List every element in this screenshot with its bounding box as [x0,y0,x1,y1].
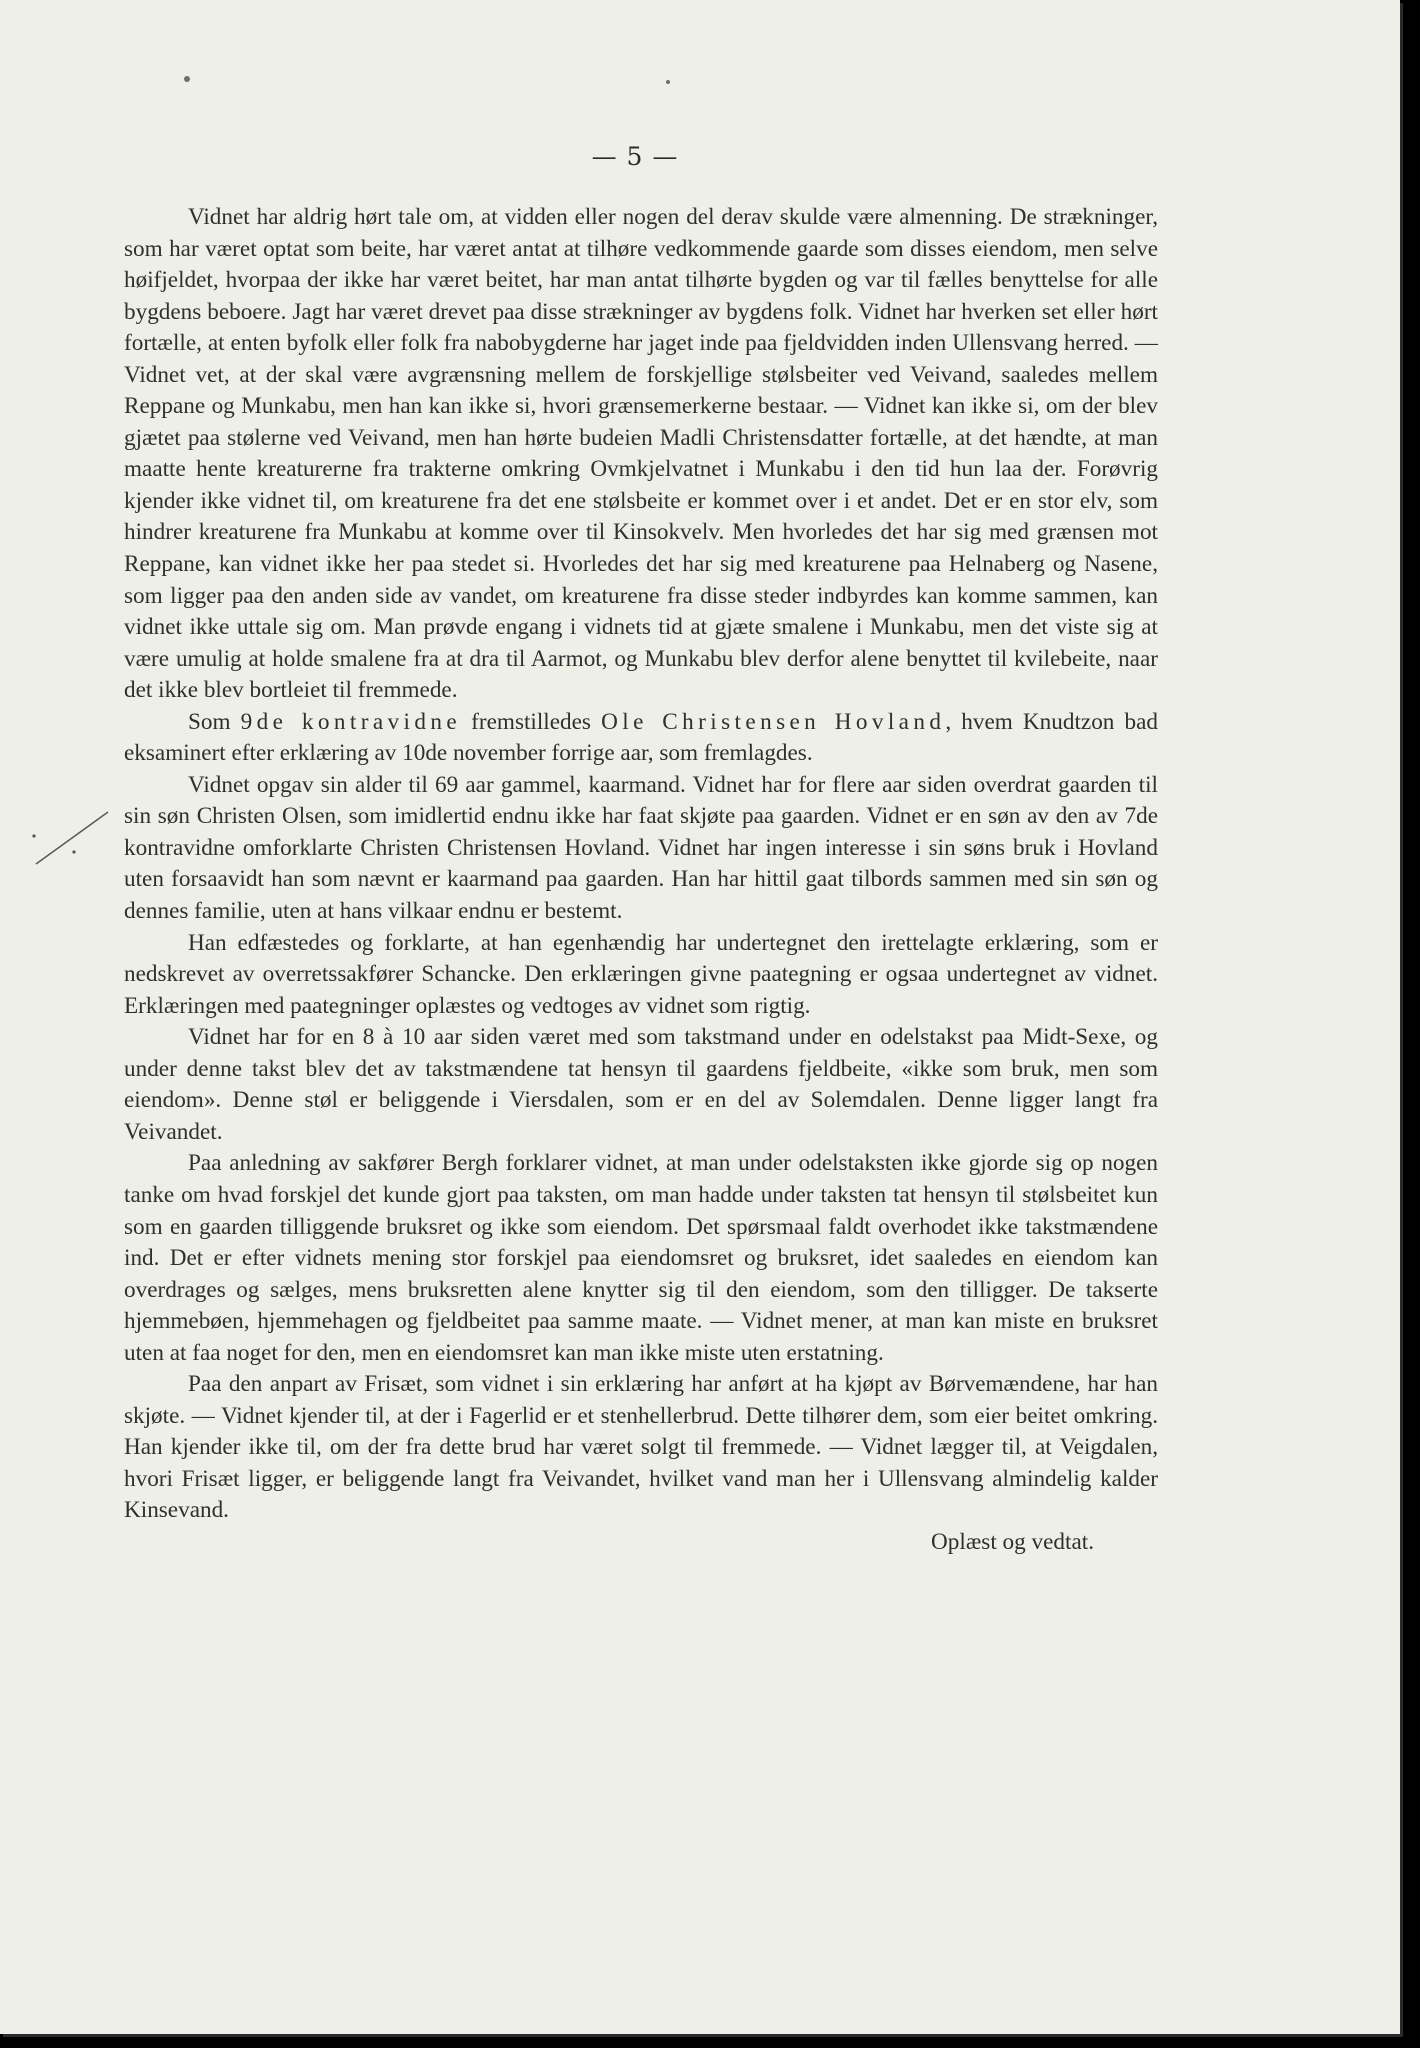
signoff: Oplæst og vedtat. [931,1528,1094,1555]
witness-intro-middle: fremstilledes [461,708,602,735]
paragraph-witness-intro [124,707,1158,770]
paragraph-7: Paa den anpart av Frisæt, som vidnet i sin erklæring har anført at ha kjøpt av Børvemændene, har han skjøte. — Vidnet kjender til, at der i Fagerlid er et stenhellerbrud. Dette tilhører dem, som eier beitet omkring. Han kjender ikke til, om der fra dette brud har været solgt til fremmede. — Vidnet lægger til, at Veigdalen, hvori Frisæt ligger, er beliggende langt fra Veivandet, hvilket vand man her i Ullensvang almindelig kalder Kinsevand. [124,1371,1158,1524]
margin-annotation-mark [26,808,116,868]
page-number: — 5 — [591,142,679,171]
witness-intro-before: Som [188,708,241,735]
witness-name: Ole Christensen Hovland [601,708,946,735]
ink-speck [666,80,670,84]
witness-designation: 9de kontravidne [240,708,462,735]
paragraph-3: Vidnet opgav sin alder til 69 aar gammel, kaarmand. Vidnet har for flere aar siden overdrat gaarden til sin søn Christen Olsen, som imidlertid endnu ikke har faat skjøte paa gaarden. Vidnet er en søn av den av 7de kontravidne omforklarte Christen Christensen Hovland. Vidnet har ingen interesse i sin søns bruk i Hovland uten forsaavidt han som nævnt er kaarmand paa gaarden. Han har hittil gaat tilbords sammen med sin søn og dennes familie, uten at hans vilkaar endnu er bestemt. [124,771,1158,925]
paragraph-6: Paa anledning av sakfører Bergh forklarer vidnet, at man under odelstaksten ikke gjorde sig op nogen tanke om hvad forskjel det kunde gjort paa taksten, om man hadde under taksten tat hensyn til stølsbeitet kun som en gaarden tilliggende bruksret og ikke som eiendom. Det spørsmaal faldt overhodet ikke takstmændene ind. Det er efter vidnets mening stor forskjel paa eiendomsret og bruksret, idet saaledes en eiendom kan overdrages og sælges, mens bruksretten alene knytter sig til den eiendom, som den tilligger. De takserte hjemmebøen, hjemmehagen og fjeldbeitet paa samme maate. — Vidnet mener, at man kan miste en bruksret uten at faa noget for den, men en eiendomsret kan man ikke miste uten erstatning. [124,1150,1158,1366]
paragraph-4: Han edfæstedes og forklarte, at han egenhændig har undertegnet den irettelagte erklæring, som er nedskrevet av overretssakfører Schancke. Den erklæringen givne paategning er ogsaa undertegnet av vidnet. Erklæringen med paategninger oplæstes og vedtoges av vidnet som rigtig. [124,929,1158,1019]
paragraph-1: Vidnet har aldrig hørt tale om, at vidden eller nogen del derav skulde være almenning. De strækninger, som har været optat som beite, har været antat at tilhøre vedkommende gaarde som disses eiendom, men selve høifjeldet, hvorpaa der ikke har været beitet, har man antat tilhørte bygden og var til fælles benyttelse for alle bygdens beboere. Jagt har været drevet paa disse strækninger av bygdens folk. Vidnet har hverken set eller hørt fortælle, at enten byfolk eller folk fra nabobygderne har jaget inde paa fjeldvidden inden Ullensvang herred. — Vidnet vet, at der skal være avgrænsning mellem de forskjellige stølsbeiter ved Veivand, saaledes mellem Reppane og Munkabu, men han kan ikke si, hvori grænsemerkerne bestaar. — Vidnet kan ikke si, om der blev gjætet paa stølerne ved Veivand, men han hørte budeien Madli Christensdatter fortælle, at det hændte, at man maatte hente kreaturerne fra trakterne omkring Ovmkjelvatnet i Munkabu i den tid hun laa der. Forøvrig kjender ikke vidnet til, om kreaturene fra det ene stølsbeite er kommet over i et andet. Det er en stor elv, som hindrer kreaturene fra Munkabu at komme over til Kinsokvelv. Men hvorledes det har sig med grænsen mot Reppane, kan vidnet ikke her paa stedet si. Hvorledes det har sig med kreaturene paa Helnaberg og Nasene, som ligger paa den anden side av vandet, om kreaturene fra disse steder indbyrdes kan komme sammen, kan vidnet ikke uttale sig om. Man prøvde engang i vidnets tid at gjæte smalene i Munkabu, men det viste sig at være umulig at holde smalene fra at dra til Aarmot, og Munkabu blev derfor alene benyttet til kvilebeite, naar det ikke blev bortleiet til fremmede. [124,204,1158,704]
paragraph-5: Vidnet har for en 8 à 10 aar siden været med som takstmand under en odelstakst paa Midt-Sexe, og under denne takst blev det av takstmændene tat hensyn til gaardens fjeldbeite, «ikke som bruk, men som eiendom». Denne støl er beliggende i Viersdalen, som er en del av Solemdalen. Denne ligger langt fra Veivandet. [124,1024,1158,1145]
witness-intro-after: , hvem Knudtzon bad eksaminert efter erklæring av 10de november forrige aar, som fremlagdes. [124,708,1158,767]
document-body [124,202,1158,1559]
ink-speck [184,76,190,82]
